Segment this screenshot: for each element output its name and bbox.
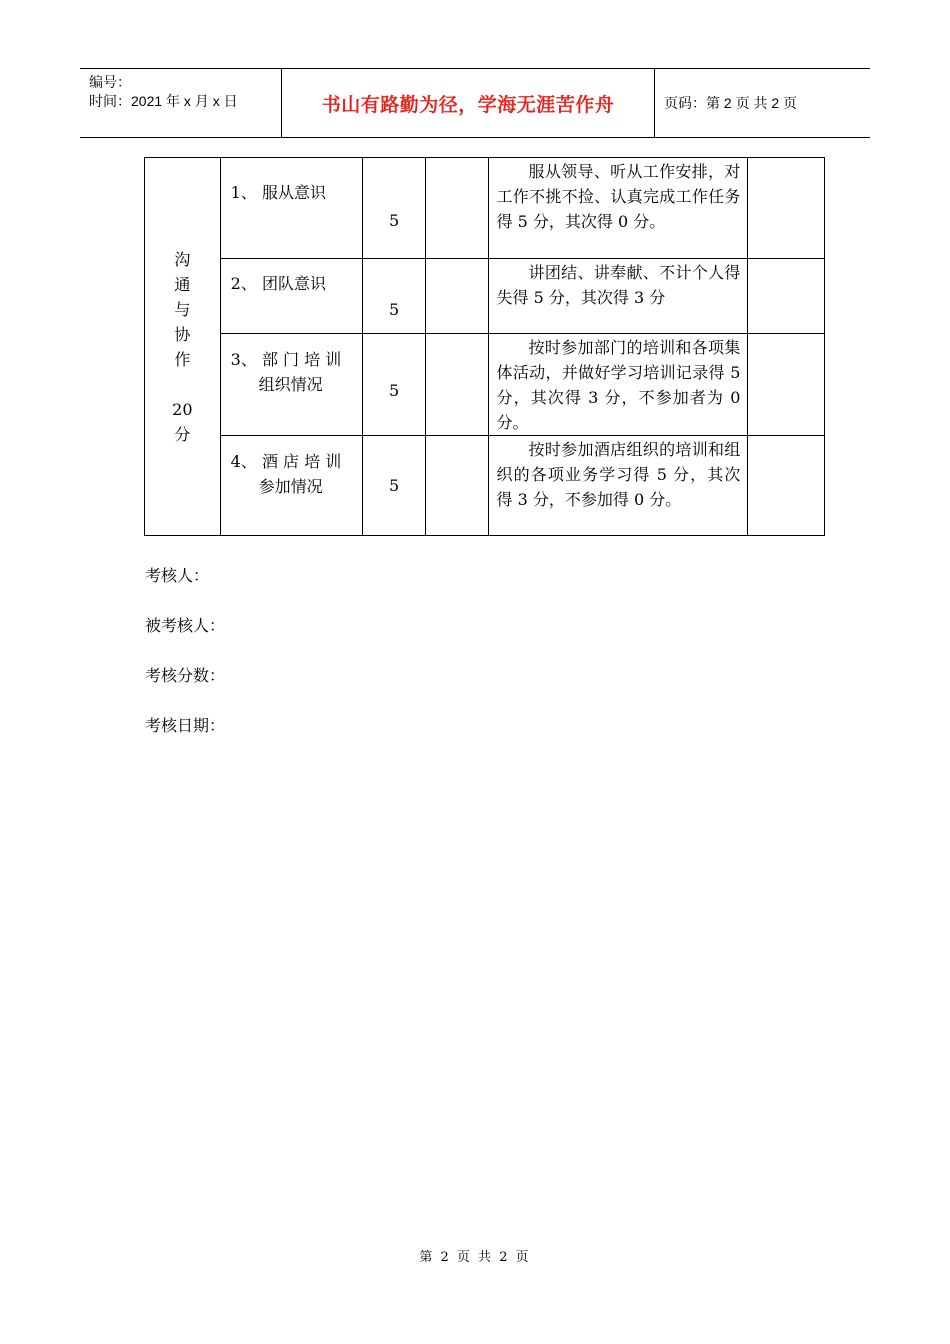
remarks-cell xyxy=(748,158,825,259)
assessee-label: 被考核人： xyxy=(145,616,226,635)
item-cell xyxy=(220,334,363,436)
score-cell xyxy=(363,334,426,436)
criteria-cell xyxy=(488,259,748,334)
header-page-cell xyxy=(655,69,870,137)
remarks-cell xyxy=(748,259,825,334)
criteria-text: 讲团结、讲奉献、不计个人得失得 5 分，其次得 3 分 xyxy=(496,263,741,307)
item-label: 1、 服从意识 xyxy=(230,183,326,202)
score-label: 考核分数： xyxy=(145,666,226,685)
assessor-label: 考核人： xyxy=(145,566,210,585)
category-char: 沟 xyxy=(174,249,191,269)
item-cell xyxy=(220,158,363,259)
header-meta xyxy=(80,69,282,137)
category-char: 作 xyxy=(174,349,191,369)
actual-score-cell xyxy=(425,259,488,334)
page-footer: 第 2 页 共 2 页 xyxy=(419,1250,531,1265)
table-row xyxy=(145,334,825,436)
item-label: 4、 酒 店 培 训 xyxy=(230,452,342,471)
category-char: 协 xyxy=(174,324,191,344)
criteria-text: 按时参加部门的培训和各项集体活动，并做好学习培训记录得 5 分，其次得 3 分，不参加者为 0 分。 xyxy=(496,338,741,432)
category-unit: 分 xyxy=(174,424,191,444)
category-char: 与 xyxy=(174,299,191,319)
table-row xyxy=(145,158,825,259)
remarks-cell xyxy=(748,436,825,536)
header-motto: 书山有路勤为径，学海无涯苦作舟 xyxy=(321,94,615,116)
criteria-cell xyxy=(488,436,748,536)
max-score: 5 xyxy=(388,299,400,319)
page-header xyxy=(80,68,870,138)
item-label: 3、 部 门 培 训 xyxy=(230,349,342,369)
criteria-text: 按时参加酒店组织的培训和组织的各项业务学习得 5 分，其次得 3 分，不参加得 0 分。 xyxy=(496,440,741,509)
item-cell xyxy=(220,259,363,334)
remarks-cell xyxy=(748,334,825,436)
item-label: 2、 团队意识 xyxy=(230,274,326,293)
document-date: 时间：2021 年 x 月 x 日 xyxy=(89,93,238,109)
table-row xyxy=(145,436,825,536)
header-motto-cell xyxy=(282,69,655,137)
item-label-cont: 组织情况 xyxy=(258,374,323,394)
date-label: 考核日期： xyxy=(145,716,226,735)
criteria-cell xyxy=(488,158,748,259)
document-number-label: 编号： xyxy=(89,74,131,90)
item-label-cont: 参加情况 xyxy=(258,477,323,496)
criteria-cell xyxy=(488,334,748,436)
actual-score-cell xyxy=(425,436,488,536)
score-cell xyxy=(363,158,426,259)
category-char: 通 xyxy=(174,274,191,294)
max-score: 5 xyxy=(388,210,400,230)
category-points: 20 xyxy=(172,399,193,419)
category-cell xyxy=(145,158,221,536)
header-page-number: 页码：第 2 页 共 2 页 xyxy=(664,95,798,111)
item-cell xyxy=(220,436,363,536)
assessment-table xyxy=(144,157,825,536)
max-score: 5 xyxy=(388,476,400,495)
table-row xyxy=(145,259,825,334)
actual-score-cell xyxy=(425,158,488,259)
max-score: 5 xyxy=(388,381,400,400)
actual-score-cell xyxy=(425,334,488,436)
criteria-text: 服从领导、听从工作安排，对工作不挑不捡、认真完成工作任务得 5 分，其次得 0 分。 xyxy=(496,162,741,231)
score-cell xyxy=(363,436,426,536)
score-cell xyxy=(363,259,426,334)
